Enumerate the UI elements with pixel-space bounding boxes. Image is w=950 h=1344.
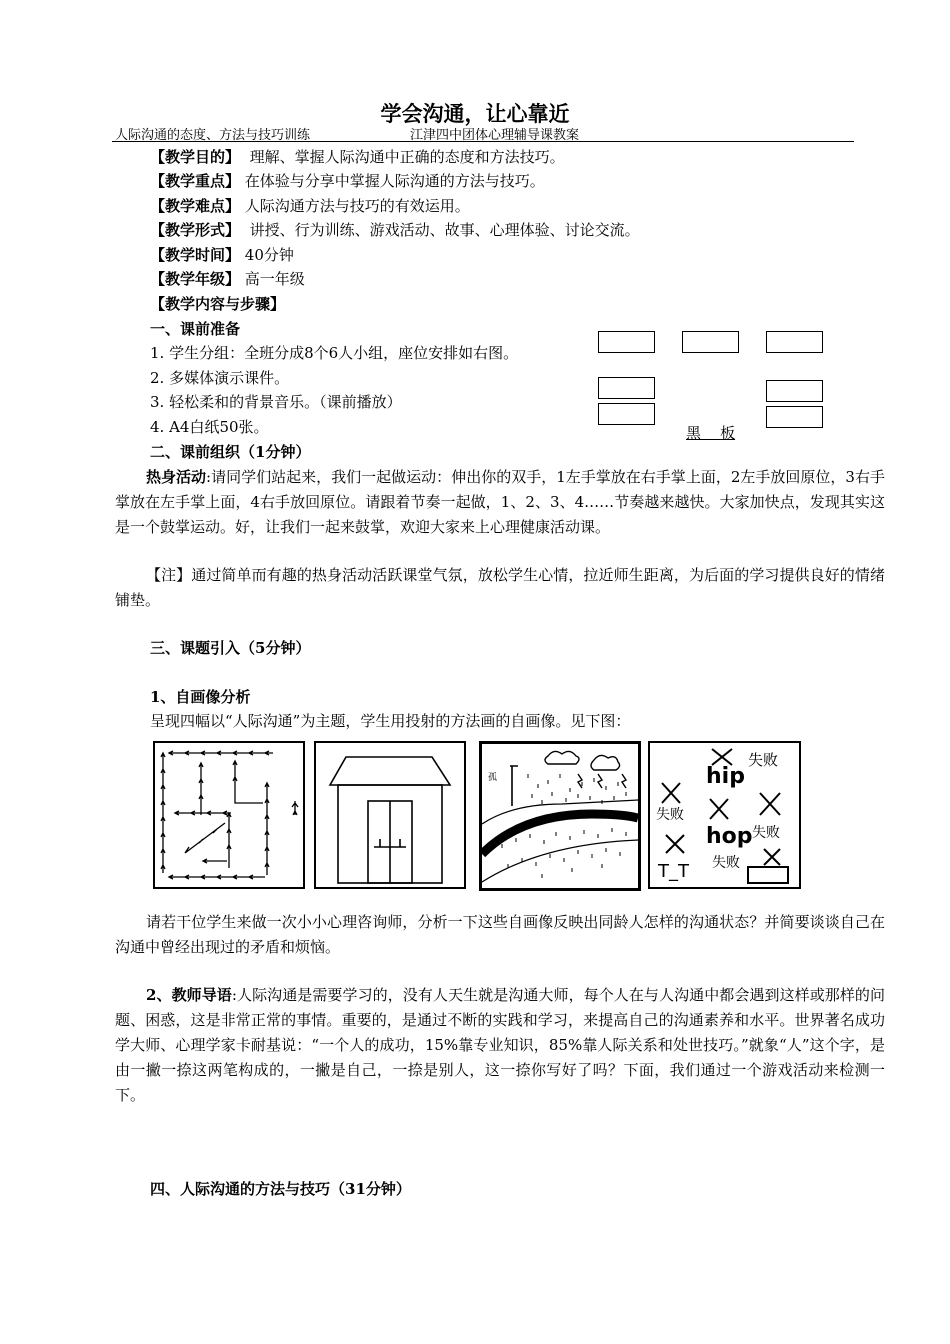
section4-heading: 四、人际沟通的方法与技巧（31分钟） [150, 1180, 411, 1198]
note-paragraph [115, 563, 885, 613]
rain-cloud-icon [482, 744, 638, 888]
desk-group [598, 377, 655, 399]
warmup-text: :请同学们站起来，我们一起做运动：伸出你的双手，1左手掌放在右手掌上面，2左手放回原位，3右手掌放在左手掌上面，4右手放回原位。请跟着节奏一起做，1、2、3、4……节奏越来越快。大家加快点，发现其实这是一个鼓掌运动。好，让我们一起来鼓掌，欢迎大家来上心理健康活动课。 [115, 468, 885, 536]
blackboard-label: 黑 板 [686, 424, 736, 442]
prep-item: 3. 轻松柔和的背景音乐。（课前播放） [150, 393, 402, 411]
header-rule [112, 141, 854, 142]
prep-item: 2. 多媒体演示课件。 [150, 369, 290, 387]
self-portrait-heading: 1、自画像分析 [150, 688, 251, 706]
drawing-crowd [153, 741, 305, 889]
desk-group [682, 331, 739, 353]
crying-face-text: T_T [658, 861, 689, 882]
hip-text: hip [706, 764, 745, 789]
desk-group [766, 406, 823, 428]
info-label: 【教学时间】 [150, 246, 241, 264]
hop-text: hop [706, 824, 753, 849]
info-grade [150, 267, 305, 291]
info-value: 理解、掌握人际沟通中正确的态度和方法技巧。 [249, 148, 565, 166]
note-label: 【注】 [146, 566, 192, 584]
fail-text: 失败 [656, 807, 684, 823]
teacher-intro-label: 2、教师导语 [146, 986, 232, 1004]
self-portrait-intro: 呈现四幅以“人际沟通”为主题，学生用投射的方法画的自画像。见下图： [150, 712, 631, 730]
section1-heading: 一、课前准备 [150, 320, 241, 338]
prep-item: 1. 学生分组：全班分成8个6人小组，座位安排如右图。 [150, 344, 519, 362]
sign-text: 孤 [488, 773, 498, 783]
fail-text: 失败 [752, 825, 780, 841]
cross-marks-icon [650, 743, 799, 887]
teacher-intro-text: :人际沟通是需要学习的，没有人天生就是沟通大师，每个人在与人沟通中都会遇到这样或那样的问题、困惑，这是非常正常的事情。重要的，是通过不断的实践和学习，来提高自己的沟通素养和水平。世界著名成功学大师、心理学家卡耐基说：“一个人的成功，15%靠专业知识，85%靠人际关系和处世技巧。”就象“人”这个字，是由一撇一捺这两笔构成的，一撇是自己，一捺是别人，这一捺你写好了吗？下面，我们通过一个游戏活动来检测一下。 [115, 986, 885, 1104]
teacher-intro-paragraph [115, 983, 885, 1108]
desk-group [766, 380, 823, 402]
drawing-fail [648, 741, 801, 889]
desk-group [598, 403, 655, 425]
crowd-figures-icon [155, 743, 303, 887]
drawing-house [314, 741, 466, 889]
header-right: 江津四中团体心理辅导课教案 [410, 128, 580, 143]
content-heading: 【教学内容与步骤】 [150, 295, 286, 313]
info-value: 人际沟通方法与技巧的有效运用。 [244, 197, 470, 215]
info-value: 高一年级 [244, 270, 305, 288]
info-form [150, 218, 640, 242]
info-label: 【教学形式】 [150, 221, 241, 239]
info-purpose [150, 145, 565, 169]
desk-group [598, 331, 655, 353]
info-time [150, 243, 294, 267]
drawing-rain [479, 741, 641, 891]
fail-text: 失败 [712, 855, 740, 871]
note-text: 通过简单而有趣的热身活动活跃课堂气氛，放松学生心情，拉近师生距离，为后面的学习提供良好的情绪铺垫。 [115, 566, 885, 609]
section2-heading: 二、课前组织（1分钟） [150, 443, 311, 461]
info-value: 40分钟 [244, 246, 294, 264]
page-title: 学会沟通，让心靠近 [380, 102, 570, 126]
fail-text: 失败 [748, 751, 779, 769]
info-key [150, 169, 545, 193]
house-icon [316, 743, 464, 887]
desk-group [766, 331, 823, 353]
info-difficulty [150, 194, 470, 218]
info-label: 【教学重点】 [150, 172, 241, 190]
warmup-paragraph [115, 465, 885, 540]
warmup-label: 热身活动 [146, 468, 207, 486]
prep-item: 4. A4白纸50张。 [150, 418, 269, 436]
info-label: 【教学目的】 [150, 148, 241, 166]
info-label: 【教学难点】 [150, 197, 241, 215]
section3-heading: 三、课题引入（5分钟） [150, 639, 311, 657]
info-label: 【教学年级】 [150, 270, 241, 288]
info-value: 讲授、行为训练、游戏活动、故事、心理体验、讨论交流。 [249, 221, 640, 239]
header-left: 人际沟通的态度、方法与技巧训练 [115, 128, 311, 143]
question-paragraph: 请若干位学生来做一次小小心理咨询师，分析一下这些自画像反映出同龄人怎样的沟通状态？并简要谈谈自己在沟通中曾经出现过的矛盾和烦恼。 [115, 913, 885, 956]
info-value: 在体验与分享中掌握人际沟通的方法与技巧。 [244, 172, 545, 190]
